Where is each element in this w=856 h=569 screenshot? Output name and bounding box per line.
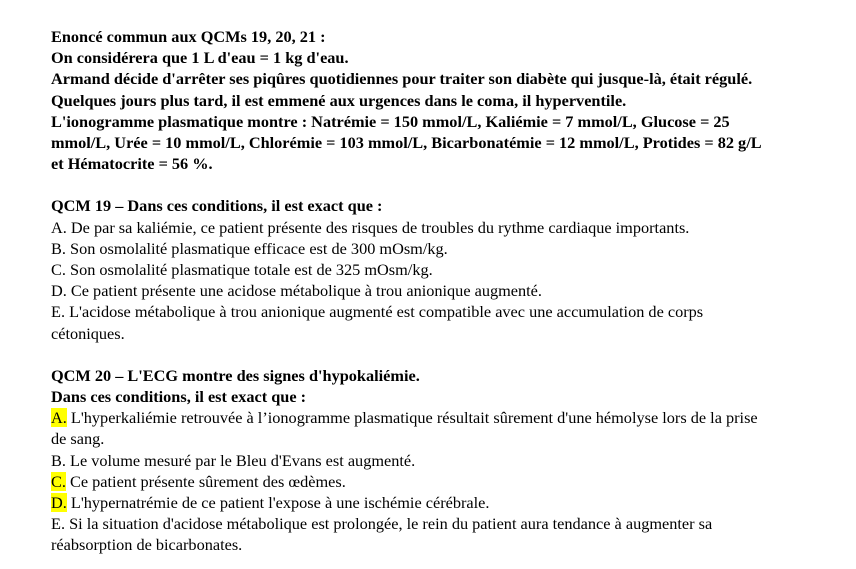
option-text: Son osmolalité plasmatique totale est de 325 mOsm/kg. (65, 260, 433, 280)
highlighted-option-letter: C. (51, 471, 66, 491)
spacer (51, 344, 851, 365)
highlighted-option-letter: D. (51, 493, 67, 513)
option-text: Le volume mesuré par le Bleu d'Evans est augmenté. (65, 450, 416, 470)
qcm20-option-a-continued: de sang. (51, 429, 105, 449)
document-page (51, 26, 851, 556)
enonce-line: Armand décide d'arrêter ses piqûres quotidiennes pour traiter son diabète qui jusque-là, était régulé. (51, 69, 753, 89)
qcm20-option-b (51, 450, 851, 471)
option-letter: B. (51, 450, 66, 470)
qcm19-option-c (51, 259, 851, 280)
qcm20-option-e-continued: réabsorption de bicarbonates. (51, 535, 243, 555)
qcm19-option-a (51, 217, 851, 238)
enonce-line: et Hématocrite = 56 %. (51, 154, 213, 174)
qcm20-option-a (51, 407, 851, 428)
qcm19-title: QCM 19 – Dans ces conditions, il est exact que : (51, 196, 383, 216)
qcm20-option-c (51, 471, 851, 492)
qcm20-subtitle: Dans ces conditions, il est exact que : (51, 387, 307, 407)
option-letter: E. (51, 514, 66, 534)
option-letter: A. (51, 217, 67, 237)
qcm19-option-e (51, 301, 851, 322)
option-text: Si la situation d'acidose métabolique est prolongée, le rein du patient aura tendance à augmenter sa (65, 514, 713, 534)
qcm20-option-e (51, 513, 851, 534)
option-text: De par sa kaliémie, ce patient présente des risques de troubles du rythme cardiaque importants. (66, 217, 690, 237)
enonce-line: Quelques jours plus tard, il est emmené aux urgences dans le coma, il hyperventile. (51, 90, 627, 110)
qcm19-option-b (51, 238, 851, 259)
highlighted-option-letter: A. (51, 408, 67, 428)
option-letter: E. (51, 302, 66, 322)
qcm19-option-e-continued: cétoniques. (51, 323, 125, 343)
enonce-title: Enoncé commun aux QCMs 19, 20, 21 : (51, 27, 326, 46)
enonce-line: On considérera que 1 L d'eau = 1 kg d'eau. (51, 48, 349, 68)
option-text: L'acidose métabolique à trou anionique augmenté est compatible avec une accumulation de corps (65, 302, 704, 322)
option-text: Ce patient présente sûrement des œdèmes. (65, 471, 346, 491)
option-text: L'hyperkaliémie retrouvée à l’ionogramme plasmatique résultait sûrement d'une hémolyse lors de la prise (66, 408, 758, 428)
enonce-line: mmol/L, Urée = 10 mmol/L, Chlorémie = 103 mmol/L, Bicarbonatémie = 12 mmol/L, Protides = 82 g/L (51, 133, 762, 153)
qcm20-title: QCM 20 – L'ECG montre des signes d'hypokaliémie. (51, 365, 420, 385)
option-letter: D. (51, 281, 67, 301)
spacer (51, 174, 851, 195)
qcm20-option-d (51, 492, 851, 513)
enonce-line: L'ionogramme plasmatique montre : Natrémie = 150 mmol/L, Kaliémie = 7 mmol/L, Glucose = 25 (51, 111, 730, 131)
option-letter: B. (51, 238, 66, 258)
option-text: L'hypernatrémie de ce patient l'expose à une ischémie cérébrale. (66, 493, 490, 513)
option-text: Ce patient présente une acidose métabolique à trou anionique augmenté. (66, 281, 542, 301)
qcm19-option-d (51, 280, 851, 301)
option-text: Son osmolalité plasmatique efficace est de 300 mOsm/kg. (65, 238, 448, 258)
option-letter: C. (51, 260, 66, 280)
